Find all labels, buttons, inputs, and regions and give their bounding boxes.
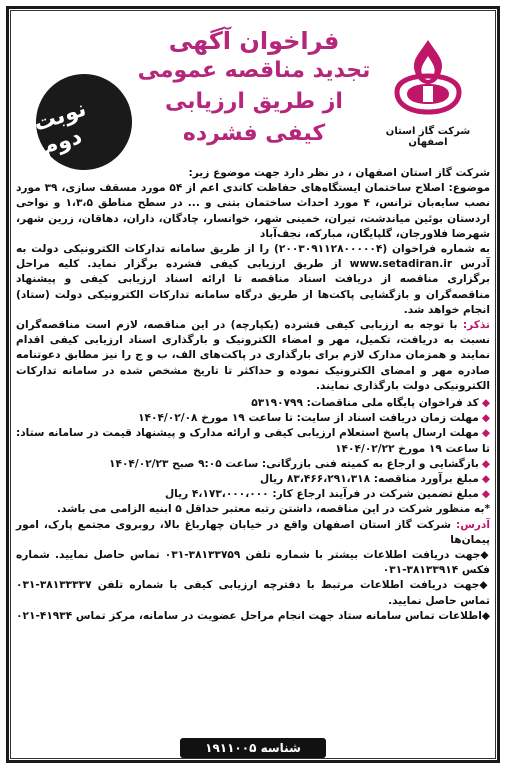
note-label: تذکر: [462, 319, 490, 332]
info-line-1: ◆جهت دریافت اطلاعات بیشتر با شماره تلفن ۳۸۱۳۳۷۵۹-۰۳۱ تماس حاصل نمایید. شماره فکس ۳۸۱۳۳۹۱۴-۰۳۱ [16, 549, 490, 577]
company-logo [378, 34, 478, 148]
paragraph-1: به شماره فراخوان (۲۰۰۳۰۹۱۱۲۸۰۰۰۰۰۴) را از طریق سامانه تدارکات الکترونیکی دولت به آدرس www.setadiran.ir از طریق ارزیابی کیفی فشرده برگزار نماید. کلیه مراحل برگزاری مناقصه از دریافت اسناد مناقصه تا ارائه اسناد ارزیابی کیفی و پیشنهاد مناقصه‌گران و بازگشایی پاکت‌ها از طریق درگاه سامانه تدارکات الکترونیکی دولت (ستاد) انجام خواهد شد. [16, 243, 490, 316]
list-item: ◆بازگشایی و ارجاع به کمیته فنی بازرگانی: ساعت ۹:۰۵ صبح ۱۴۰۴/۰۲/۲۳ [109, 457, 490, 470]
list-item: ◆مبلغ تضمین شرکت در فرآیند ارجاع کار: ۴،۱۷۳،۰۰۰،۰۰۰ ریال [164, 488, 490, 501]
notice-id-bar [180, 738, 326, 758]
notice-header [14, 14, 492, 162]
note-text: با توجه به ارزیابی کیفی فشرده (یکپارچه) در این مناقصه، لازم است مناقصه‌گران نسبت به دریافت، تکمیل، مهر و امضاء الکترونیک و بارگذاری اسناد ارزیابی کیفی اقدام نمایند و همزمان مدارک لازم برای بارگذاری در پاکت‌های الف، ب و ج را نیز مطابق دعوتنامه صادره مهر و امضای الکترونیک نموده و حداکثر تا تاریخ مشخص شده در سامانه تدارکات الکترونیکی دولت بارگذاری نمایند. [16, 319, 490, 392]
requirement-note: *به منظور شرکت در این مناقصه، داشتن رتبه معتبر حداقل ۵ ابنیه الزامی می باشد. [56, 503, 490, 516]
info-line-2: ◆جهت دریافت اطلاعات مرتبط با دفترچه ارزیابی کیفی با شماره تلفن ۳۸۱۳۳۳۳۷-۰۳۱ تماس حاصل نمایید. [16, 579, 490, 607]
title-line-3: از طریق ارزیابی کیفی فشرده [165, 89, 343, 146]
bullet-icon: ◆ [480, 549, 490, 562]
subject-text: موضوع: اصلاح ساختمان ایستگاه‌های حفاظت کاتدی اعم از ۵۴ مورد مسقف سازی، ۳۹ مورد نصب سایه‌بان ترانس، ۴ مورد احداث ساختمان بتنی و ... در سطح مناطق ۱،۳،۵ و نواحی اردستان بوئین میاندشت، تیران، خمینی شهر، خوانسار، چادگان، داران، دهاقان، زرین شهر، شهرضا فلاورجان، گلپایگان، مبارکه، نجف‌آباد [16, 182, 491, 240]
bullet-icon: ◆ [479, 579, 490, 592]
bullet-icon: ◆ [481, 609, 490, 622]
bullet-icon: * [484, 503, 490, 516]
logo-caption: شرکت گاز استان اصفهان [385, 126, 471, 148]
bullet-icon: ◆ [481, 457, 490, 470]
title-block [134, 26, 374, 150]
badge-text: نوبت دوم [30, 96, 90, 161]
bullet-icon: ◆ [481, 473, 490, 486]
list-item: ◆کد فراخوان پایگاه ملی مناقصات: ۵۳۱۹۰۷۹۹ [251, 397, 490, 410]
info-line-3: ◆اطلاعات تماس سامانه ستاد جهت انجام مراحل عضویت در سامانه، مرکز تماس ۴۱۹۳۴-۰۲۱ [16, 609, 490, 622]
notice-id: شناسه ۱۹۱۱۰۰۵ [205, 741, 301, 755]
intro-text: شرکت گاز استان اصفهان ، در نظر دارد جهت موضوع زیر: [188, 167, 490, 179]
list-item: ◆مهلت ارسال پاسخ استعلام ارزیابی کیفی و ارائه مدارک و پیشنهاد قیمت در سامانه ستاد: تا ساعت ۱۹ مورخ ۱۴۰۴/۰۲/۲۲ [16, 427, 490, 455]
bullet-icon: ◆ [481, 412, 490, 425]
title-line-2: تجدید مناقصه عمومی [137, 58, 371, 83]
address-text: شرکت گاز استان اصفهان واقع در خیابان چهارباغ بالا، روبروی مجتمع پارک، امور پیمان‌ها [16, 518, 490, 546]
details-list [16, 396, 490, 502]
title-line-1: فراخوان آگهی [168, 27, 340, 55]
address-label: آدرس: [455, 518, 490, 531]
list-item: ◆مبلغ برآورد مناقصه: ۸۳،۴۶۶،۲۹۱،۳۱۸ ریال [259, 473, 490, 486]
address-line [16, 518, 490, 548]
notice-body [16, 166, 490, 624]
bullet-icon: ◆ [481, 397, 490, 410]
paragraph-2 [16, 318, 490, 394]
bullet-icon: ◆ [481, 427, 490, 440]
bullet-icon: ◆ [481, 488, 490, 501]
gas-flame-logo-icon [385, 34, 471, 120]
list-item: ◆مهلت زمان دریافت اسناد از سایت: تا ساعت ۱۹ مورخ ۱۴۰۴/۰۲/۰۸ [138, 412, 490, 425]
